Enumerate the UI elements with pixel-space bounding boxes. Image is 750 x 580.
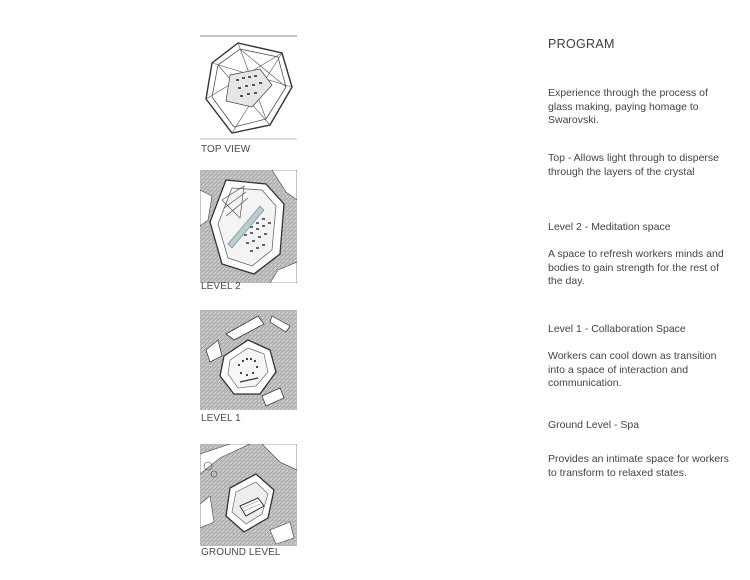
ground-level-caption: GROUND LEVEL	[201, 547, 281, 558]
level-2-drawing	[200, 170, 297, 283]
ground-level-drawing	[200, 444, 297, 546]
level-1-title: Level 1 - Collaboration Space	[548, 323, 686, 335]
level-1-drawing	[200, 310, 297, 410]
level-2-title: Level 2 - Meditation space	[548, 221, 671, 233]
program-heading: PROGRAM	[548, 37, 615, 51]
top-description: Top - Allows light through to disperse through the layers of the crystal	[548, 152, 720, 178]
level-1-description: Workers can cool down as transition into a space of interaction and communication.	[548, 350, 717, 389]
program-intro: Experience through the process of glass making, paying homage to Swarovski.	[548, 87, 708, 126]
ground-level-title: Ground Level - Spa	[548, 419, 640, 431]
ground-level-description: Provides an intimate space for workers to transform to relaxed states.	[548, 453, 729, 479]
top-view-drawing	[200, 35, 297, 140]
level-1-caption: LEVEL 1	[201, 413, 241, 424]
top-view-caption: TOP VIEW	[201, 144, 251, 155]
level-2-description: A space to refresh workers minds and bodies to gain strength for the rest of the day.	[548, 248, 724, 287]
level-2-caption: LEVEL 2	[201, 281, 241, 292]
